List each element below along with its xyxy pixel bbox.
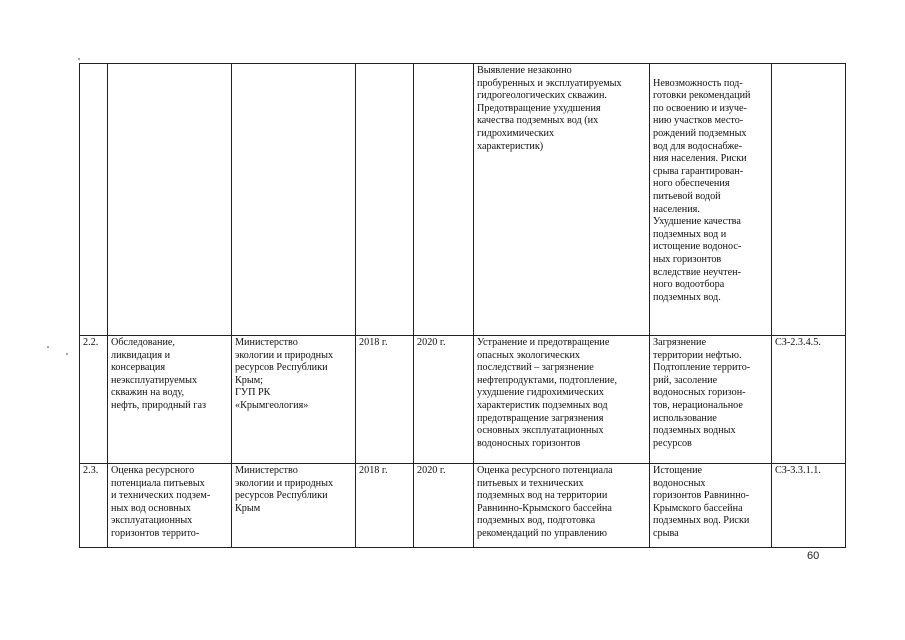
cell-text-line: рекомендаций по управлению	[477, 527, 608, 539]
cell-text-line: подземных вод на территории	[477, 490, 608, 502]
cell-text-line: питьевой водой	[653, 190, 721, 202]
cell-text-line: ГУП РК	[235, 387, 271, 399]
cell-text-line: Устранение и предотвращение	[477, 337, 610, 348]
cell-text-line: скважин на воду,	[111, 387, 185, 399]
cell-text: 2.3.	[83, 465, 99, 476]
cell-code	[772, 336, 846, 464]
cell-text-line: Истощение	[653, 465, 703, 476]
cell-text-line: подземных вод и	[653, 228, 727, 240]
cell-text-line: истощение водонос-	[653, 241, 742, 253]
cell-text-line: и технических подзем-	[111, 490, 211, 502]
cell-text: 2020 г.	[417, 337, 446, 348]
cell-end	[414, 336, 474, 464]
cell-end	[414, 464, 474, 548]
cell-code	[772, 64, 846, 336]
cell-num	[80, 336, 108, 464]
cell-text-line: Крымского бассейна	[653, 502, 743, 514]
cell-risks	[650, 464, 772, 548]
cell-text-line: Равнинно-Крымского бассейна	[477, 502, 612, 514]
cell-text-line: консервация	[111, 362, 166, 374]
cell-text-line: характеристик подземных вод	[477, 399, 608, 411]
cell-text-line: Предотвращение ухудшения	[477, 102, 601, 114]
cell-text-line: ного обеспечения	[653, 178, 730, 190]
cell-text-line: ного водоотбора	[653, 279, 725, 291]
cell-code	[772, 464, 846, 548]
cell-text-line: срыва гарантирован-	[653, 165, 744, 177]
cell-text: 2020 г.	[417, 465, 446, 476]
cell-text: 2.2.	[83, 337, 99, 348]
cell-text-line: предотвращение загрязнения	[477, 412, 604, 424]
cell-text-line: питьевых и технических	[477, 477, 584, 489]
cell-activity	[108, 464, 232, 548]
cell-text-line: Ухудшение качества	[653, 216, 741, 228]
cell-text-line: горизонтов террито-	[111, 527, 200, 539]
cell-text-line: Выявление незаконно	[477, 65, 572, 76]
cell-text-line: срыва	[653, 527, 679, 539]
cell-text-line: водоносных горизон-	[653, 387, 746, 399]
cell-text-line: экологии и природных	[235, 349, 334, 361]
cell-text-line: основных эксплуатационных	[477, 425, 604, 437]
cell-text-line: готовки рекомендаций	[653, 90, 751, 102]
cell-text-line: Крым	[235, 502, 261, 514]
cell-text-line: неэксплуатируемых	[111, 374, 198, 386]
cell-text-line: подземных водных	[653, 425, 736, 437]
page-number: 60	[807, 550, 820, 562]
cell-text-line: Министерство	[235, 337, 298, 348]
scan-speck	[78, 58, 80, 60]
cell-result	[474, 336, 650, 464]
cell-text-line: рождений подземных	[653, 127, 747, 139]
cell-text-line: пробуренных и эксплуатируемых	[477, 77, 622, 89]
cell-text-line: потенциала питьевых	[111, 477, 205, 489]
cell-text-line: Крым;	[235, 374, 264, 386]
cell-text-line: «Крымгеология»	[235, 399, 309, 411]
cell-text-line: характеристик)	[477, 140, 544, 152]
cell-text-line: экологии и природных	[235, 477, 334, 489]
cell-text-line: Невозможность под-	[653, 77, 743, 89]
cell-text-line: Обследование,	[111, 337, 175, 348]
cell-text-line: водоносных	[653, 477, 706, 489]
cell-text-line: качества подземных вод (их	[477, 115, 599, 127]
cell-start	[356, 336, 414, 464]
cell-start	[356, 64, 414, 336]
cell-text-line: населения.	[653, 203, 700, 215]
cell-text-line: ресурсов Республики	[235, 490, 328, 502]
cell-text-line: территории нефтью.	[653, 349, 742, 361]
table-row	[80, 336, 846, 464]
cell-text-line: Загрязнение	[653, 337, 707, 348]
cell-text-line: ных горизонтов	[653, 253, 722, 265]
cell-text-line: подземных вод, подготовка	[477, 515, 596, 527]
cell-text-line: подземных вод. Риски	[653, 515, 750, 527]
cell-activity	[108, 64, 232, 336]
cell-start	[356, 464, 414, 548]
cell-text-line: подземных вод.	[653, 291, 721, 303]
cell-risks	[650, 64, 772, 336]
cell-text-line: тов, нерациональное	[653, 399, 743, 411]
table-row	[80, 464, 846, 548]
cell-text-line: вод для водоснабже-	[653, 140, 743, 152]
cell-text: СЗ-2.3.4.5.	[775, 337, 821, 348]
cell-text-line: водоносных горизонтов	[477, 437, 581, 449]
cell-text-line: нефть, природный газ	[111, 399, 206, 411]
cell-executor	[232, 336, 356, 464]
cell-text-line: ных вод основных	[111, 502, 191, 514]
cell-text: 2018 г.	[359, 465, 388, 476]
cell-text-line: ресурсов	[653, 437, 692, 449]
cell-text-line: гидрогеологических скважин.	[477, 90, 607, 102]
cell-text-line: Министерство	[235, 465, 298, 476]
cell-activity	[108, 336, 232, 464]
cell-text-line: опасных экологических	[477, 349, 581, 361]
cell-text-line: гидрохимических	[477, 127, 555, 139]
cell-text-line: Оценка ресурсного	[111, 465, 195, 476]
cell-text-line: ликвидация и	[111, 349, 171, 361]
cell-num	[80, 64, 108, 336]
cell-result	[474, 64, 650, 336]
cell-text: 2018 г.	[359, 337, 388, 348]
cell-result	[474, 464, 650, 548]
cell-text-line: по освоению и изуче-	[653, 102, 747, 114]
cell-text-line	[653, 65, 768, 78]
cell-text-line: рий, засоление	[653, 374, 718, 386]
cell-text-line: последствий – загрязнение	[477, 362, 594, 374]
cell-text-line: ресурсов Республики	[235, 362, 328, 374]
cell-text-line: использование	[653, 412, 717, 424]
cell-text-line: горизонтов Равнинно-	[653, 490, 750, 502]
cell-text-line: нию участков место-	[653, 115, 744, 127]
cell-executor	[232, 64, 356, 336]
cell-executor	[232, 464, 356, 548]
cell-text-line: вследствие неучтен-	[653, 266, 741, 278]
scan-speck	[66, 353, 68, 355]
cell-text-line: нефтепродуктами, подтопление,	[477, 374, 618, 386]
document-table	[79, 63, 846, 548]
cell-text-line: Подтопление террито-	[653, 362, 751, 374]
scan-speck	[47, 346, 49, 348]
cell-text-line: ния населения. Риски	[653, 153, 747, 165]
cell-text-line: ухудшение гидрохимических	[477, 387, 604, 399]
cell-text-line: Оценка ресурсного потенциала	[477, 465, 613, 476]
cell-end	[414, 64, 474, 336]
cell-num	[80, 464, 108, 548]
cell-risks	[650, 336, 772, 464]
table-row	[80, 64, 846, 336]
cell-text: СЗ-3.3.1.1.	[775, 465, 821, 476]
cell-text-line: эксплуатационных	[111, 515, 193, 527]
